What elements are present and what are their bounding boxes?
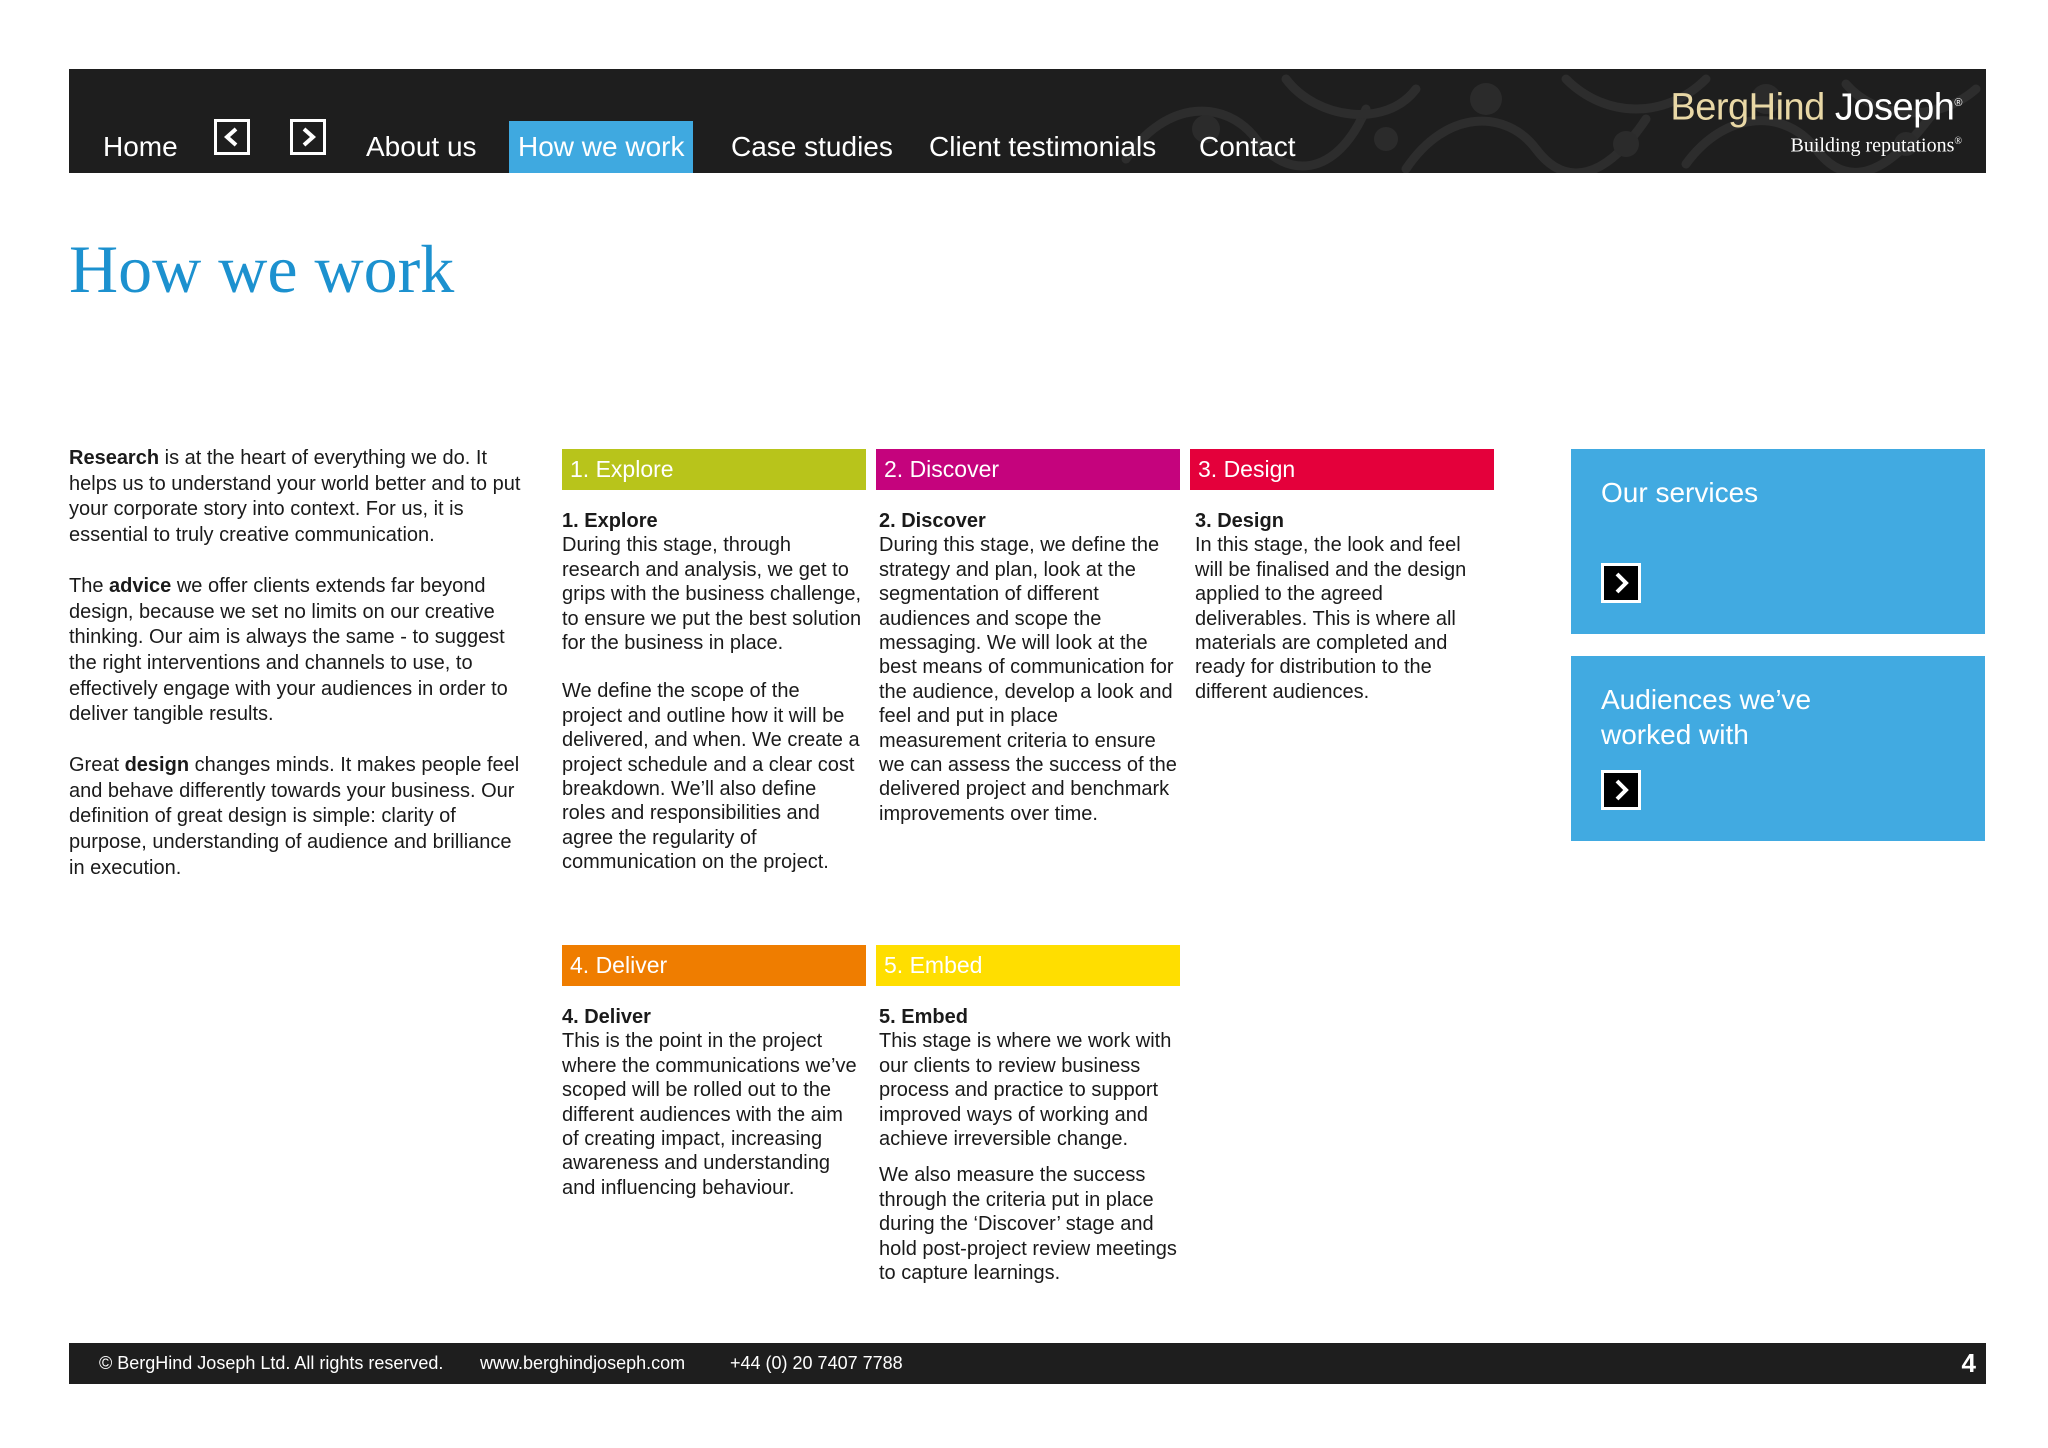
intro-text: [69, 446, 529, 907]
stage-title-discover: 2. Discover: [879, 510, 986, 532]
next-page-button[interactable]: [290, 119, 326, 155]
stage-title-design: 3. Design: [1195, 510, 1284, 532]
footer-copyright: © BergHind Joseph Ltd. All rights reserved.: [99, 1353, 444, 1373]
stage-title-embed: 5. Embed: [879, 1006, 968, 1028]
stage-body-design: [1195, 509, 1475, 728]
stage-text: We define the scope of the project and outline how it will be delivered, and when. We create a project schedule and a clear cost breakdown. We’ll also define roles and responsibilities and agree the regularity of communication on the project.: [562, 680, 860, 874]
nav-item-case-studies[interactable]: Case studies: [731, 131, 893, 162]
stage-body-deliver: [562, 1005, 862, 1224]
footer: [69, 1343, 1986, 1384]
nav-item-about-us[interactable]: About us: [366, 131, 477, 162]
prev-page-button[interactable]: [214, 119, 250, 155]
chevron-left-icon: [221, 126, 243, 148]
chevron-right-icon: [297, 126, 319, 148]
footer-phone: +44 (0) 20 7407 7788: [730, 1353, 903, 1373]
stage-text: This is the point in the project where the communications we’ve scoped will be rolled out to the different audiences with the aim of creating impact, increasing awareness and understanding and influencing behaviour.: [562, 1030, 857, 1199]
stage-text: In this stage, the look and feel will be finalised and the design applied to the agreed deliverables. This is where all materials are completed and ready for distribution to the different audiences.: [1195, 534, 1467, 703]
stage-header-deliver: 4. Deliver: [562, 945, 866, 986]
nav-item-how-we-work[interactable]: How we work: [509, 121, 693, 173]
chevron-right-icon: [1609, 778, 1633, 802]
intro-paragraph-advice: The advice we offer clients extends far beyond design, because we set no limits on our creative thinking. Our aim is always the same - to suggest the right interventions and channels to use, to effectively engage with your audiences in order to deliver tangible results.: [69, 574, 508, 726]
stage-body-discover: [879, 509, 1179, 850]
stage-text: We also measure the success through the criteria put in place during the ‘Discover’ stage and hold post-project review meetings to capture learnings.: [879, 1164, 1177, 1285]
stage-title-explore: 1. Explore: [562, 510, 658, 532]
our-services-box[interactable]: [1571, 449, 1985, 634]
stage-header-embed: 5. Embed: [876, 945, 1180, 986]
stage-header-explore: 1. Explore: [562, 449, 866, 490]
intro-paragraph-design: Great design changes minds. It makes people feel and behave differently towards your business. Our definition of great design is simple: clarity of purpose, understanding of audience and brilliance in execution.: [69, 754, 520, 879]
brand-name: BergHind Joseph®: [1670, 86, 1962, 129]
our-services-title: Our services: [1601, 477, 1759, 508]
audiences-box[interactable]: [1571, 656, 1985, 841]
stage-header-design: 3. Design: [1190, 449, 1494, 490]
top-nav: [69, 69, 1986, 173]
intro-paragraph-research: Research is at the heart of everything we do. It helps us to understand your world better and to put your corporate story into context. For us, it is essential to truly creative communication.: [69, 447, 521, 547]
stage-text: During this stage, we define the strategy and plan, look at the segmentation of different audiences and scope the messaging. We will look at the best means of communication for the audience, develop a look and feel and put in place measurement criteria to ensure we can assess the success of the delivered project and benchmark improvements over time.: [879, 534, 1177, 825]
chevron-right-icon: [1609, 571, 1633, 595]
stage-text: This stage is where we work with our clients to review business process and practice to support improved ways of working and achieve irreversible change.: [879, 1030, 1172, 1151]
stage-body-embed: [879, 1005, 1179, 1309]
nav-item-client-testimonials[interactable]: Client testimonials: [929, 131, 1157, 162]
audiences-arrow-button[interactable]: [1601, 770, 1641, 810]
stage-body-explore: [562, 509, 862, 899]
footer-website-link[interactable]: www.berghindjoseph.com: [480, 1353, 686, 1373]
stage-title-deliver: 4. Deliver: [562, 1006, 651, 1028]
stage-header-discover: 2. Discover: [876, 449, 1180, 490]
brand-tagline: Building reputations®: [1790, 134, 1962, 157]
nav-item-home[interactable]: Home: [103, 131, 178, 162]
page-number: 4: [1961, 1348, 1976, 1378]
brand-logo[interactable]: [1670, 81, 1962, 157]
audiences-title: Audiences we’ve worked with: [1601, 684, 1812, 750]
page-title: How we work: [69, 231, 455, 307]
our-services-arrow-button[interactable]: [1601, 563, 1641, 603]
stage-text: During this stage, through research and analysis, we get to grips with the business challenge, to ensure we put the best solution for the business in place.: [562, 534, 862, 655]
nav-item-contact[interactable]: Contact: [1199, 131, 1296, 162]
